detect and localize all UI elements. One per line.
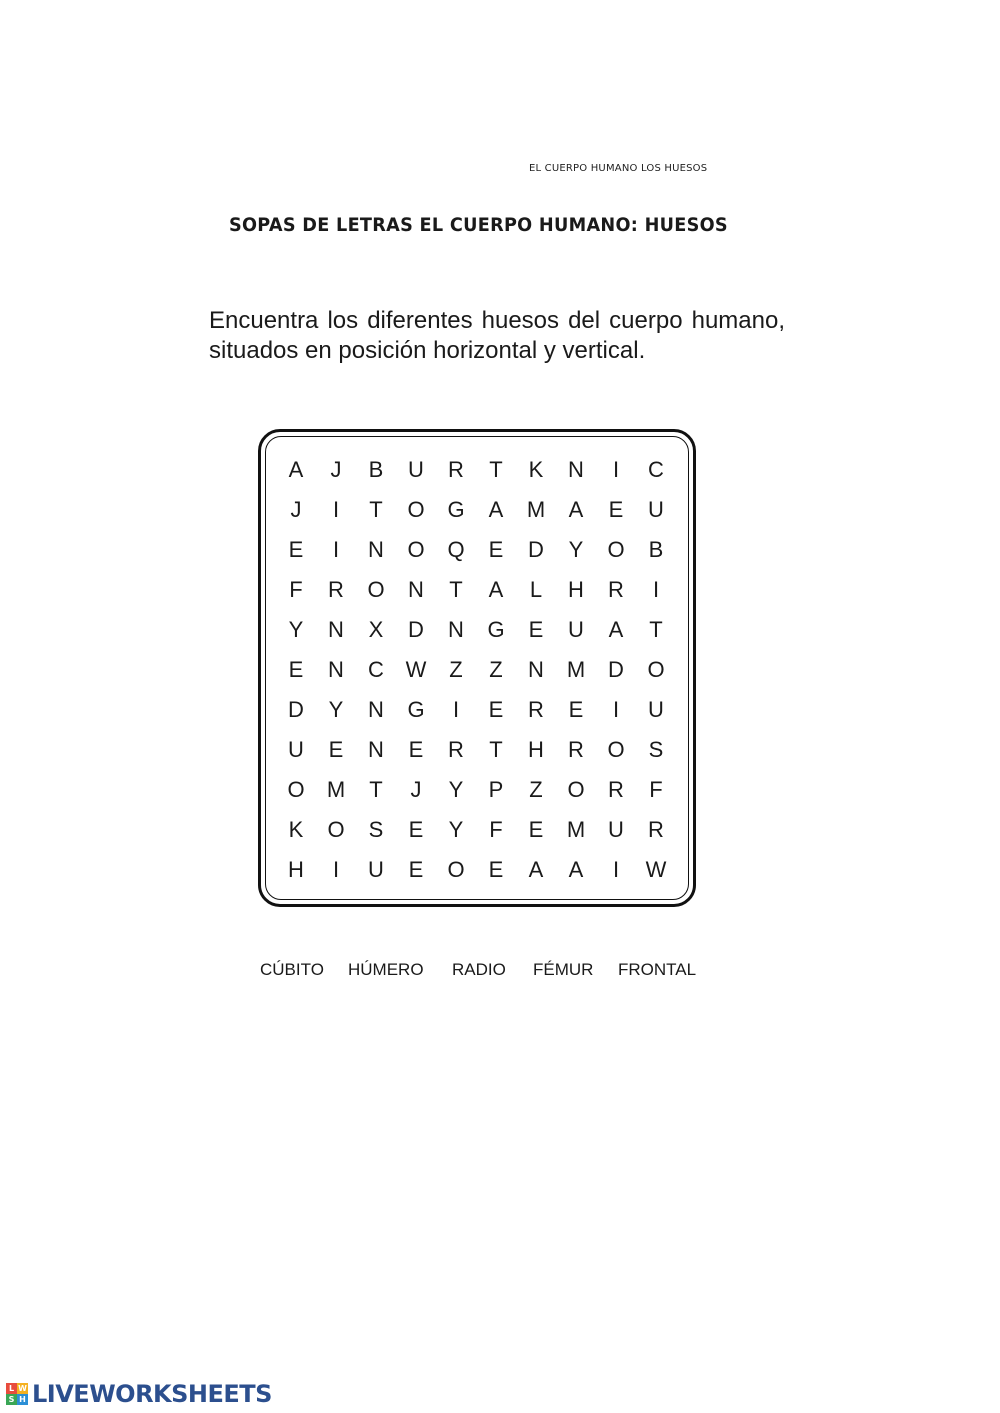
grid-cell[interactable]: C [368, 657, 384, 682]
grid-cell[interactable]: N [368, 537, 384, 562]
grid-cell[interactable]: W [645, 857, 667, 882]
grid-cell[interactable]: H [288, 857, 304, 882]
grid-cell[interactable]: T [489, 737, 503, 762]
grid-cell[interactable]: F [649, 777, 663, 802]
grid-cell[interactable]: Y [448, 817, 464, 842]
grid-cell[interactable]: A [288, 457, 304, 482]
grid-cell[interactable]: I [612, 697, 620, 722]
grid-cell[interactable]: E [408, 817, 424, 842]
grid-cell[interactable]: U [648, 697, 664, 722]
grid-cell[interactable]: K [288, 817, 304, 842]
grid-cell[interactable]: R [448, 457, 464, 482]
grid-cell[interactable]: Y [568, 537, 584, 562]
grid-cell[interactable]: N [368, 737, 384, 762]
grid-cell[interactable]: N [368, 697, 384, 722]
grid-cell[interactable]: C [648, 457, 664, 482]
word-list-item: FRONTAL [618, 960, 697, 979]
grid-cell[interactable]: R [608, 577, 624, 602]
grid-cell[interactable]: D [408, 617, 424, 642]
grid-cell[interactable]: O [407, 537, 425, 562]
grid-cell[interactable]: T [369, 777, 383, 802]
word-list-item: CÚBITO [260, 960, 324, 979]
grid-cell[interactable]: U [368, 857, 384, 882]
grid-cell[interactable]: E [568, 697, 584, 722]
grid-cell[interactable]: O [447, 857, 465, 882]
grid-cell[interactable]: E [488, 537, 504, 562]
grid-cell[interactable]: X [368, 617, 384, 642]
grid-cell[interactable]: J [410, 777, 422, 802]
grid-cell[interactable]: S [648, 737, 664, 762]
grid-cell[interactable]: A [608, 617, 624, 642]
grid-cell[interactable]: O [327, 817, 345, 842]
grid-cell[interactable]: K [528, 457, 544, 482]
grid-cell[interactable]: H [568, 577, 584, 602]
grid-cell[interactable]: U [568, 617, 584, 642]
grid-cell[interactable]: L [529, 577, 543, 602]
grid-cell[interactable]: R [328, 577, 344, 602]
grid-cell[interactable]: T [449, 577, 463, 602]
grid-cell[interactable]: E [488, 857, 504, 882]
grid-cell[interactable]: N [448, 617, 464, 642]
grid-cell[interactable]: Y [288, 617, 304, 642]
grid-cell[interactable]: T [489, 457, 503, 482]
grid-cell[interactable]: N [408, 577, 424, 602]
grid-cell[interactable]: E [408, 737, 424, 762]
grid-cell[interactable]: O [287, 777, 305, 802]
liveworksheets-logo-icon [6, 1383, 28, 1405]
grid-cell[interactable]: E [408, 857, 424, 882]
instructions-text: Encuentra los diferentes huesos del cuerpo humano, situados en posición horizontal y vertical. [209, 307, 785, 364]
grid-cell[interactable]: Y [448, 777, 464, 802]
grid-cell[interactable]: U [408, 457, 424, 482]
grid-cell[interactable]: W [405, 657, 427, 682]
grid-cell[interactable]: I [612, 857, 620, 882]
grid-cell[interactable]: I [452, 697, 460, 722]
grid-cell[interactable]: H [528, 737, 544, 762]
grid-cell[interactable]: O [407, 497, 425, 522]
grid-cell[interactable]: J [290, 497, 302, 522]
grid-cell[interactable]: T [649, 617, 663, 642]
grid-cell[interactable]: U [288, 737, 304, 762]
grid-cell[interactable]: Z [489, 657, 503, 682]
logo-mark-tile: L [6, 1383, 17, 1394]
grid-cell[interactable]: B [368, 457, 384, 482]
grid-cell[interactable]: D [608, 657, 624, 682]
grid-cell[interactable]: N [528, 657, 544, 682]
grid-cell[interactable]: A [528, 857, 544, 882]
grid-cell[interactable]: U [608, 817, 624, 842]
grid-cell[interactable]: G [447, 497, 465, 522]
grid-cell[interactable]: A [568, 497, 584, 522]
word-list-item: RADIO [452, 960, 506, 979]
grid-cell[interactable]: A [488, 577, 504, 602]
page-title: SOPAS DE LETRAS EL CUERPO HUMANO: HUESOS [229, 214, 728, 236]
grid-cell[interactable]: E [328, 737, 344, 762]
grid-cell[interactable]: I [332, 857, 340, 882]
grid-cell[interactable]: G [407, 697, 425, 722]
grid-cell[interactable]: F [489, 817, 503, 842]
word-list-item: HÚMERO [348, 960, 424, 979]
grid-cell[interactable]: R [568, 737, 584, 762]
grid-cell[interactable]: R [448, 737, 464, 762]
logo-mark-tile: H [17, 1394, 28, 1405]
word-list-item: FÉMUR [533, 960, 594, 979]
word-search-grid[interactable] [276, 450, 676, 890]
grid-cell[interactable]: A [488, 497, 504, 522]
grid-cell[interactable]: B [648, 537, 664, 562]
grid-cell[interactable]: M [326, 777, 346, 802]
grid-cell[interactable]: E [528, 817, 544, 842]
grid-cell[interactable]: Y [328, 697, 344, 722]
grid-cell[interactable]: N [328, 617, 344, 642]
grid-cell[interactable]: Z [449, 657, 463, 682]
grid-cell[interactable]: Z [529, 777, 543, 802]
liveworksheets-logo-text: LIVEWORKSHEETS [32, 1380, 272, 1408]
grid-cell[interactable]: E [488, 697, 504, 722]
grid-cell[interactable]: I [332, 537, 340, 562]
grid-cell[interactable]: T [369, 497, 383, 522]
grid-cell[interactable]: U [648, 497, 664, 522]
grid-cell[interactable]: E [288, 537, 304, 562]
grid-cell[interactable]: O [647, 657, 665, 682]
logo-mark-tile: W [18, 1384, 27, 1393]
grid-cell[interactable]: I [652, 577, 660, 602]
grid-cell[interactable]: M [566, 657, 586, 682]
grid-cell[interactable]: F [289, 577, 303, 602]
grid-cell[interactable]: R [648, 817, 664, 842]
grid-cell[interactable]: D [528, 537, 544, 562]
grid-cell[interactable]: P [488, 777, 504, 802]
liveworksheets-logo[interactable] [6, 1380, 272, 1408]
grid-cell[interactable]: I [332, 497, 340, 522]
grid-cell[interactable]: O [367, 577, 385, 602]
grid-cell[interactable]: M [526, 497, 546, 522]
grid-cell[interactable]: G [487, 617, 505, 642]
grid-cell[interactable]: Q [447, 537, 465, 562]
grid-cell[interactable]: R [608, 777, 624, 802]
grid-cell[interactable]: E [288, 657, 304, 682]
grid-cell[interactable]: O [607, 537, 625, 562]
grid-cell[interactable]: D [288, 697, 304, 722]
grid-cell[interactable]: O [567, 777, 585, 802]
grid-cell[interactable]: O [607, 737, 625, 762]
grid-cell[interactable]: I [612, 457, 620, 482]
header-small-title: EL CUERPO HUMANO LOS HUESOS [529, 163, 708, 174]
grid-cell[interactable]: N [328, 657, 344, 682]
grid-cell[interactable]: E [608, 497, 624, 522]
logo-mark-tile: S [6, 1394, 17, 1405]
grid-cell[interactable]: S [368, 817, 384, 842]
grid-cell[interactable]: N [568, 457, 584, 482]
grid-cell[interactable]: R [528, 697, 544, 722]
grid-cell[interactable]: M [566, 817, 586, 842]
grid-cell[interactable]: A [568, 857, 584, 882]
grid-cell[interactable]: J [330, 457, 342, 482]
grid-cell[interactable]: E [528, 617, 544, 642]
